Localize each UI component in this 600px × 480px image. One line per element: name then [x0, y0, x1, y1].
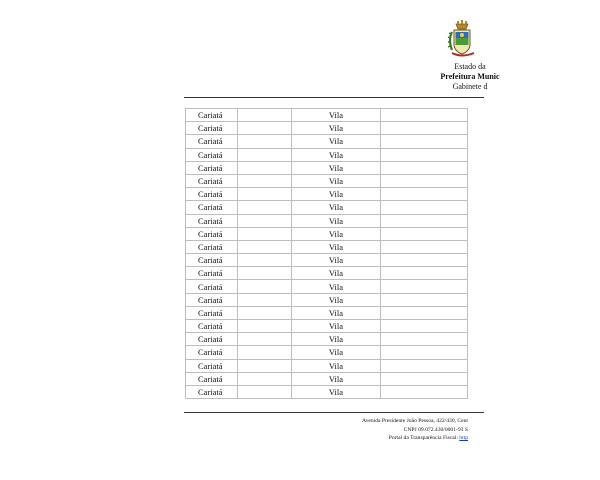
table-cell-col1: Cariatá: [186, 135, 238, 148]
table-cell-col4: [381, 109, 468, 122]
table-row: [186, 280, 468, 293]
table-row: [186, 359, 468, 372]
table-cell-col1: Cariatá: [186, 293, 238, 306]
table-row: [186, 148, 468, 161]
table-row: [186, 320, 468, 333]
table-cell-col1: Cariatá: [186, 148, 238, 161]
footer-portal-link[interactable]: http: [459, 435, 468, 441]
table-cell-col1: Cariatá: [186, 214, 238, 227]
table-cell-col3: Vila: [291, 267, 380, 280]
table-row: [186, 122, 468, 135]
table-cell-col1: Cariatá: [186, 109, 238, 122]
table-cell-col3: Vila: [291, 333, 380, 346]
records-table-body: [186, 109, 468, 399]
footer-divider: [184, 412, 484, 413]
table-cell-col4: [381, 174, 468, 187]
table-cell-col4: [381, 148, 468, 161]
table-cell-col2: [238, 333, 291, 346]
table-cell-col4: [381, 280, 468, 293]
table-cell-col1: Cariatá: [186, 306, 238, 319]
table-cell-col4: [381, 385, 468, 398]
table-cell-col3: Vila: [291, 346, 380, 359]
table-cell-col1: Cariatá: [186, 280, 238, 293]
table-cell-col4: [381, 293, 468, 306]
records-table-wrap: [185, 108, 468, 399]
table-cell-col2: [238, 346, 291, 359]
table-row: [186, 240, 468, 253]
table-cell-col2: [238, 254, 291, 267]
table-cell-col1: Cariatá: [186, 346, 238, 359]
table-cell-col3: Vila: [291, 161, 380, 174]
table-row: [186, 267, 468, 280]
table-cell-col3: Vila: [291, 306, 380, 319]
table-cell-col2: [238, 372, 291, 385]
table-cell-col1: Cariatá: [186, 267, 238, 280]
table-cell-col2: [238, 161, 291, 174]
header-state-line: Estado da: [454, 62, 486, 71]
table-cell-col4: [381, 122, 468, 135]
table-cell-col4: [381, 188, 468, 201]
table-cell-col2: [238, 201, 291, 214]
document-header: [340, 62, 600, 92]
table-row: [186, 161, 468, 174]
table-cell-col1: Cariatá: [186, 240, 238, 253]
table-row: [186, 306, 468, 319]
table-cell-col2: [238, 267, 291, 280]
table-cell-col3: Vila: [291, 227, 380, 240]
table-cell-col4: [381, 227, 468, 240]
table-cell-col3: Vila: [291, 385, 380, 398]
table-cell-col3: Vila: [291, 254, 380, 267]
table-cell-col1: Cariatá: [186, 227, 238, 240]
table-cell-col3: Vila: [291, 240, 380, 253]
table-row: [186, 201, 468, 214]
table-row: [186, 135, 468, 148]
table-row: [186, 214, 468, 227]
table-row: [186, 227, 468, 240]
footer-cnpj: CNPJ 09.072.430/0001-93 S: [403, 426, 468, 433]
table-cell-col2: [238, 293, 291, 306]
footer-text-block: [168, 417, 468, 443]
table-cell-col3: Vila: [291, 135, 380, 148]
table-cell-col1: Cariatá: [186, 188, 238, 201]
table-row: [186, 254, 468, 267]
table-row: [186, 109, 468, 122]
table-cell-col3: Vila: [291, 122, 380, 135]
table-row: [186, 333, 468, 346]
footer-portal: [168, 434, 468, 443]
table-cell-col1: Cariatá: [186, 161, 238, 174]
table-cell-col3: Vila: [291, 320, 380, 333]
table-cell-col2: [238, 320, 291, 333]
table-cell-col3: Vila: [291, 293, 380, 306]
table-cell-col3: Vila: [291, 201, 380, 214]
footer-portal-label: Portal da Transparência Fiscal:: [388, 435, 460, 441]
table-cell-col1: Cariatá: [186, 320, 238, 333]
table-cell-col4: [381, 372, 468, 385]
table-cell-col4: [381, 333, 468, 346]
table-cell-col4: [381, 359, 468, 372]
table-cell-col4: [381, 240, 468, 253]
table-cell-col1: Cariatá: [186, 385, 238, 398]
table-cell-col3: Vila: [291, 109, 380, 122]
table-cell-col1: Cariatá: [186, 359, 238, 372]
municipal-crest-icon: [446, 18, 476, 58]
table-cell-col2: [238, 188, 291, 201]
table-cell-col2: [238, 135, 291, 148]
footer-address: Avenida Presidente João Pessoa, 422/430, Cent: [361, 418, 468, 424]
table-cell-col4: [381, 320, 468, 333]
table-cell-col4: [381, 306, 468, 319]
table-cell-col4: [381, 267, 468, 280]
table-cell-col3: Vila: [291, 174, 380, 187]
table-cell-col2: [238, 227, 291, 240]
table-cell-col4: [381, 135, 468, 148]
table-cell-col1: Cariatá: [186, 201, 238, 214]
table-cell-col2: [238, 148, 291, 161]
table-cell-col3: Vila: [291, 214, 380, 227]
table-row: [186, 346, 468, 359]
table-cell-col3: Vila: [291, 148, 380, 161]
table-cell-col2: [238, 280, 291, 293]
table-cell-col1: Cariatá: [186, 254, 238, 267]
table-row: [186, 174, 468, 187]
table-cell-col3: Vila: [291, 188, 380, 201]
table-cell-col2: [238, 214, 291, 227]
table-cell-col2: [238, 109, 291, 122]
table-cell-col4: [381, 214, 468, 227]
table-cell-col4: [381, 346, 468, 359]
table-cell-col4: [381, 161, 468, 174]
records-table: [185, 108, 468, 399]
header-divider: [184, 97, 484, 98]
table-row: [186, 293, 468, 306]
header-cabinet-line: Gabinete d: [452, 82, 488, 91]
table-cell-col3: Vila: [291, 372, 380, 385]
table-cell-col2: [238, 306, 291, 319]
table-cell-col2: [238, 122, 291, 135]
table-cell-col3: Vila: [291, 359, 380, 372]
table-cell-col4: [381, 254, 468, 267]
table-row: [186, 385, 468, 398]
table-cell-col4: [381, 201, 468, 214]
table-cell-col2: [238, 359, 291, 372]
table-cell-col2: [238, 174, 291, 187]
table-row: [186, 188, 468, 201]
table-cell-col3: Vila: [291, 280, 380, 293]
table-row: [186, 372, 468, 385]
header-prefecture-line: Prefeitura Munic: [440, 72, 500, 81]
table-cell-col2: [238, 240, 291, 253]
table-cell-col2: [238, 385, 291, 398]
table-cell-col1: Cariatá: [186, 174, 238, 187]
table-cell-col1: Cariatá: [186, 333, 238, 346]
table-cell-col1: Cariatá: [186, 122, 238, 135]
table-cell-col1: Cariatá: [186, 372, 238, 385]
